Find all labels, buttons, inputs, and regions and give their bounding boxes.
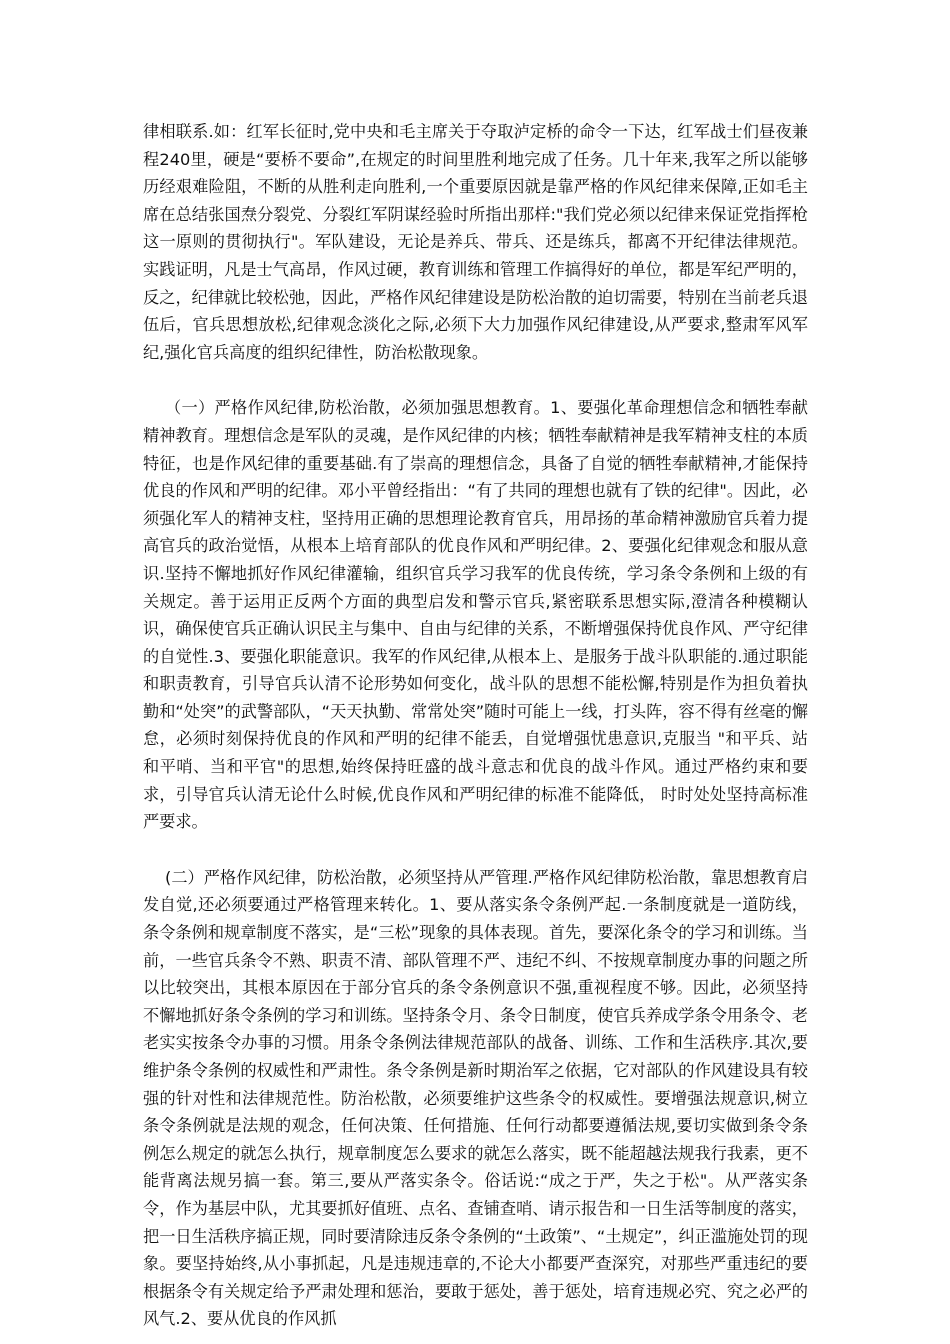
paragraph-section-two: (二）严格作风纪律，防松治散，必须坚持从严管理.严格作风纪律防松治散，靠思想教育启发自觉,还必须要通过严格管理来转化。1、要从落实条令条例严起.一条制度就是一道防线，条令条例和规章制度不落实，是“三松”现象的具体表现。首先，要深化条令的学习和训练。当前，一些官兵条令不熟、职责不清、部队管理不严、违纪不纠、不按规章制度办事的问题之所以比较突出，其根本原因在于部分官兵的条令条例意识不强,重视程度不够。因此，必须坚持不懈地抓好条令条例的学习和训练。坚持条令月、条令日制度，使官兵养成学条令用条令、老老实实按条令办事的习惯。用条令条例法律规范部队的战备、训练、工作和生活秩序.其次,要维护条令条例的权威性和严肃性。条令条例是新时期治军之依据，它对部队的作风建设具有较强的针对性和法律规范性。防治松散，必须要维护这些条令的权威性。要增强法规意识,树立条令条例就是法规的观念，任何决策、任何措施、任何行动都要遵循法规,要切实做到条令条例怎么规定的就怎么执行，规章制度怎么要求的就怎么落实，既不能超越法规我行我素，更不能背离法规另搞一套。第三,要从严落实条令。俗话说:“成之于严，失之于松"。从严落实条令，作为基层中队，尤其要抓好值班、点名、查铺查哨、请示报告和一日生活等制度的落实，把一日生活秩序搞正规，同时要清除违反条令条例的“土政策”、“土规定”，纠正滥施处罚的现象。要坚持始终,从小事抓起，凡是违规违章的,不论大小都要严查深究，对那些严重违纪的要根据条令有关规定给予严肃处理和惩治，要敢于惩处，善于惩处，培育违规必究、究之必严的风气.2、要从优良的作风抓 bbox=[143, 867, 808, 1329]
paragraph-section-one: （一）严格作风纪律,防松治散，必须加强思想教育。1、要强化革命理想信念和牺牲奉献精神教育。理想信念是军队的灵魂，是作风纪律的内核；牺牲奉献精神是我军精神支柱的本质特征，也是作风纪律的重要基础.有了崇高的理想信念，具备了自觉的牺牲奉献精神,才能保持优良的作风和严明的纪律。邓小平曾经指出：“有了共同的理想也就有了铁的纪律"。因此，必须强化军人的精神支柱，坚持用正确的思想理论教育官兵，用昂扬的革命精神激励官兵着力提高官兵的政治觉悟，从根本上培育部队的优良作风和严明纪律。2、要强化纪律观念和服从意识.坚持不懈地抓好作风纪律灌输，组织官兵学习我军的优良传统，学习条令条例和上级的有关规定。善于运用正反两个方面的典型启发和警示官兵,紧密联系思想实际,澄清各种模糊认识，确保使官兵正确认识民主与集中、自由与纪律的关系，不断增强保持优良作风、严守纪律的自觉性.3、要强化职能意识。我军的作风纪律,从根本上、是服务于战斗队职能的.通过职能和职责教育，引导官兵认清不论形势如何变化，战斗队的思想不能松懈,特别是作为担负着执勤和“处突”的武警部队，“天天执勤、常常处突”随时可能上一线，打头阵，容不得有丝毫的懈怠，必须时刻保持优良的作风和严明的纪律不能丢，自觉增强忧患意识,克服当 "和平兵、站和平哨、当和平官"的思想,始终保持旺盛的战斗意志和优良的战斗作风。通过严格约束和要求，引导官兵认清无论什么时候,优良作风和严明纪律的标准不能降低， 时时处处坚持高标准严要求。 bbox=[143, 398, 808, 832]
document-body bbox=[143, 118, 808, 1333]
paragraph-intro: 律相联系.如：红军长征时,党中央和毛主席关于夺取泸定桥的命令一下达，红军战士们昼夜兼程240里，硬是“要桥不要命”,在规定的时间里胜利地完成了任务。几十年来,我军之所以能够历经艰难险阻，不断的从胜利走向胜利,一个重要原因就是靠严格的作风纪律来保障,正如毛主席在总结张国焘分裂党、分裂红军阴谋经验时所指出那样:"我们党必须以纪律来保证党指挥枪这一原则的贯彻执行"。军队建设，无论是养兵、带兵、还是练兵，都离不开纪律法律规范。实践证明，凡是士气高昂，作风过硬，教育训练和管理工作搞得好的单位，都是军纪严明的，反之，纪律就比较松弛，因此，严格作风纪律建设是防松治散的迫切需要，特别在当前老兵退伍后，官兵思想放松,纪律观念淡化之际,必须下大力加强作风纪律建设,从严要求,整肃军风军纪,强化官兵高度的组织纪律性，防治松散现象。 bbox=[143, 122, 808, 362]
